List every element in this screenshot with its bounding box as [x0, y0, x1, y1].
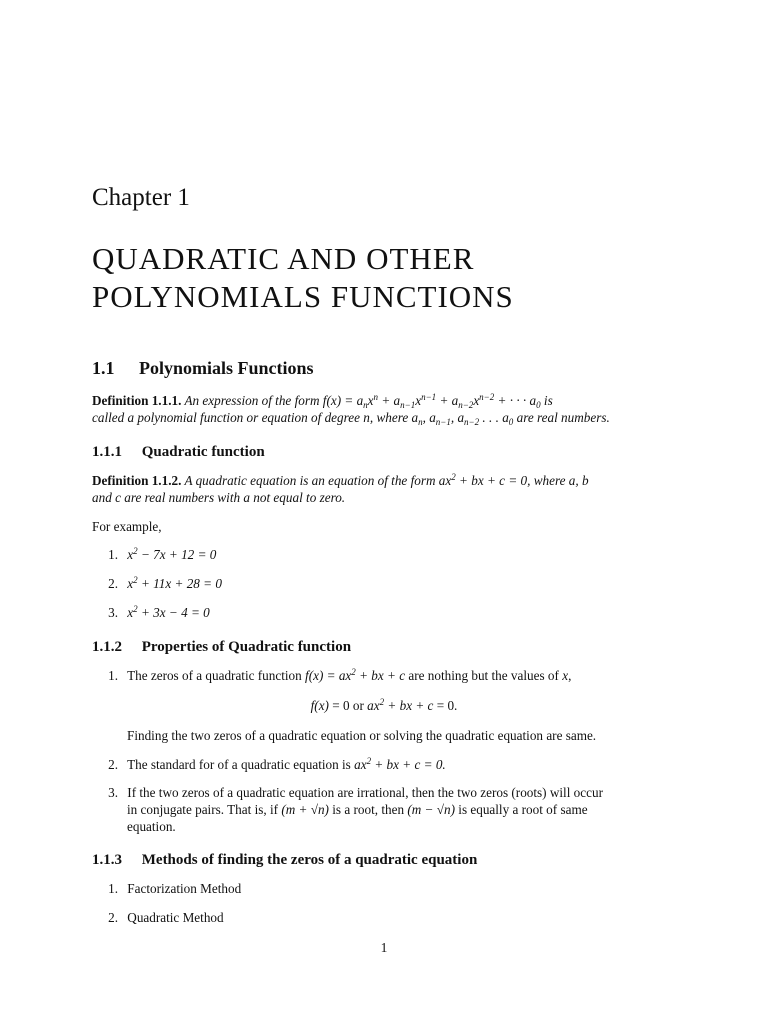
definition-label: Definition 1.1.1. — [92, 393, 182, 408]
section-number: 1.1.3 — [92, 852, 122, 868]
list-number: 2. — [108, 576, 118, 591]
variable-x: x — [562, 668, 569, 683]
section-heading-1-1-3 — [92, 852, 477, 869]
example-equation: $x^2 + 3x - 4 = 0$ — [127, 604, 210, 620]
property-text: in conjugate pairs. That is, if — [127, 802, 279, 817]
section-title: Polynomials Functions — [139, 358, 314, 378]
display-equation: f(x) = 0 or $ax^2$ + bx + c = 0. — [310, 697, 458, 713]
section-number: 1.1.2 — [92, 639, 122, 655]
example-equation: $x^2 - 7x + 12 = 0$ — [127, 546, 217, 562]
definition-1-1-2-line-2: and c are real numbers with a not equal to zero. — [92, 490, 346, 505]
list-item — [100, 784, 603, 801]
section-number: 1.1.1 — [92, 444, 122, 460]
chapter-title-line-1: QUADRATIC AND OTHER — [92, 241, 475, 276]
list-item — [100, 604, 210, 621]
definition-tail: , where a, b — [527, 473, 589, 488]
section-title: Methods of finding the zeros of a quadratic equation — [141, 852, 478, 868]
standard-form: $ax^2$ + bx + c = 0. — [354, 756, 446, 772]
list-number: 1. — [108, 668, 118, 683]
list-item — [100, 880, 241, 897]
example-equation: $x^2 + 11x + 28 = 0$ — [127, 575, 222, 591]
list-item — [100, 575, 222, 592]
chapter-title-line-2: POLYNOMIALS FUNCTIONS — [92, 279, 514, 314]
polynomial-formula: $f(x) = a_nx^n + a_{n-1}x^{n-1} + a_{n-2}x^{n-2}$ + · · · $a_0$ — [322, 392, 541, 410]
method-text: Quadratic Method — [127, 910, 224, 925]
section-number: 1.1 — [92, 358, 115, 378]
definition-text-line-2: called a polynomial function or equation of degree n, where — [92, 410, 409, 425]
section-heading-1-1-2 — [92, 639, 351, 656]
example-intro: For example, — [92, 519, 162, 534]
property-followup: Finding the two zeros of a quadratic equation or solving the quadratic equation are same. — [127, 728, 597, 743]
list-item — [100, 909, 224, 926]
definition-1-1-1-line-1 — [92, 392, 553, 409]
list-number: 3. — [108, 785, 118, 800]
definition-tail: is — [543, 393, 553, 408]
conjugate-root-minus: (m − √n) — [407, 802, 455, 817]
section-heading-1-1 — [92, 358, 314, 379]
list-item — [100, 546, 216, 563]
section-title: Quadratic function — [141, 444, 265, 460]
section-title: Properties of Quadratic function — [141, 639, 352, 655]
list-number: 2. — [108, 757, 118, 772]
definition-1-1-2-line-1 — [92, 472, 589, 489]
section-heading-1-1-1 — [92, 444, 265, 461]
quadratic-formula: $ax^2$ + bx + c = 0 — [438, 472, 528, 488]
definition-tail-line-2: are real numbers. — [516, 410, 610, 425]
property-3-line-2 — [127, 801, 588, 818]
chapter-title — [92, 240, 514, 316]
property-text: is equally a root of same — [458, 802, 588, 817]
definition-label: Definition 1.1.2. — [92, 473, 182, 488]
property-text: is a root, then — [332, 802, 405, 817]
definition-1-1-1-line-2 — [92, 409, 610, 426]
list-item: 1. The zeros of a quadratic function $f(x) = ax^2$ + bx + c are nothing but the values of x, — [100, 667, 571, 684]
property-text: If the two zeros of a quadratic equation are irrational, then the two zeros (roots) will occur — [127, 785, 603, 800]
list-item — [100, 756, 446, 773]
property-text: are nothing but the values of — [408, 668, 559, 683]
list-number: 3. — [108, 605, 118, 620]
property-text: The zeros of a quadratic function — [127, 668, 302, 683]
method-text: Factorization Method — [127, 881, 242, 896]
chapter-label: Chapter 1 — [92, 184, 190, 211]
function-formula: $f(x) = ax^2$ + bx + c — [305, 667, 406, 683]
list-number: 1. — [108, 881, 118, 896]
property-text: The standard for of a quadratic equation is — [127, 757, 351, 772]
property-3-line-3: equation. — [127, 819, 176, 834]
conjugate-root-plus: (m + √n) — [281, 802, 329, 817]
list-number: 2. — [108, 910, 118, 925]
coefficients: $a_n$, $a_{n-1}$, $a_{n-2}$ . . . $a_0$ — [411, 410, 514, 427]
page-number: 1 — [380, 940, 388, 955]
definition-text: An expression of the form — [184, 393, 320, 408]
definition-text: A quadratic equation is an equation of the form — [184, 473, 436, 488]
list-number: 1. — [108, 547, 118, 562]
